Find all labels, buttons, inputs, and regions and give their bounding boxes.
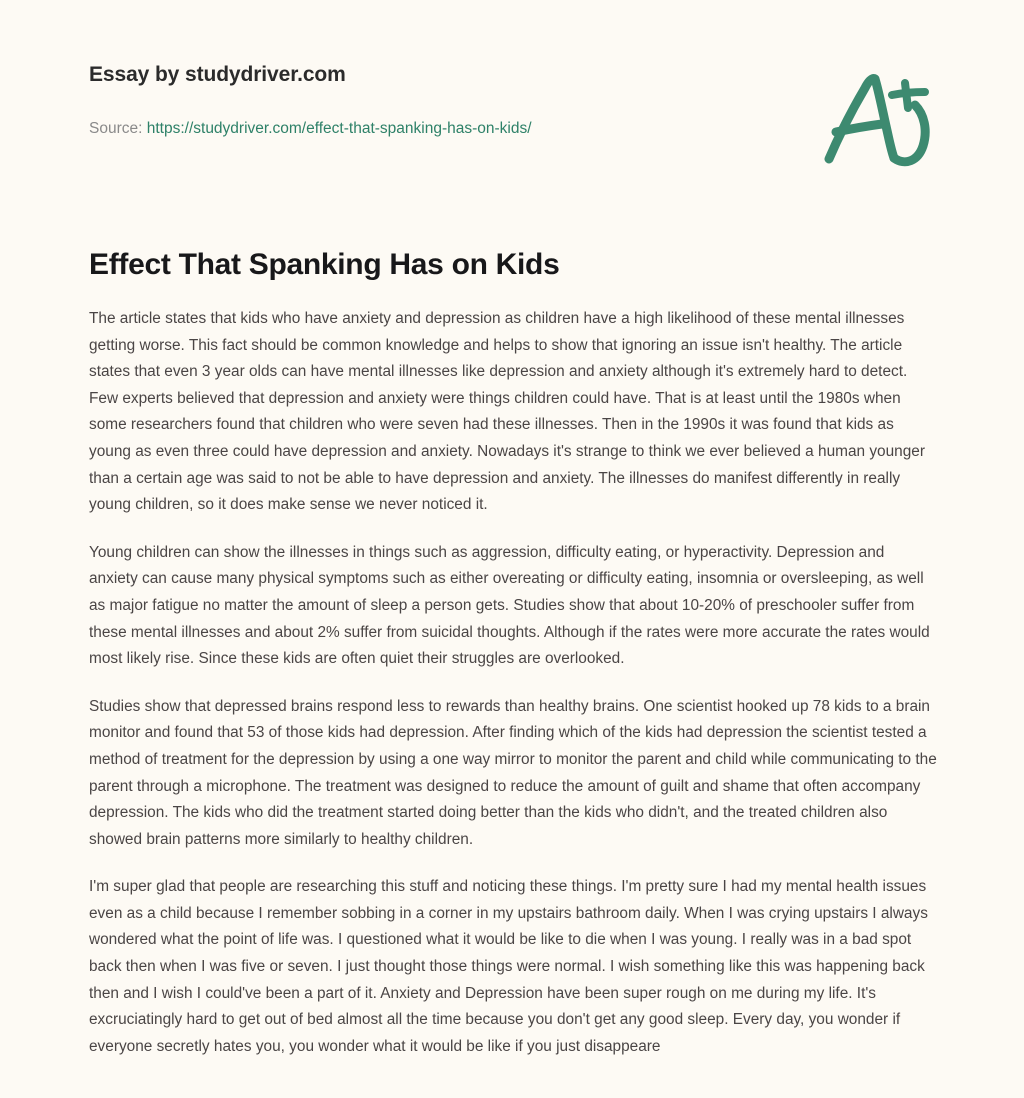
source-label: Source: — [89, 120, 143, 137]
page-title: Effect That Spanking Has on Kids — [89, 248, 560, 281]
article-container — [89, 246, 937, 1060]
studydriver-a-plus-logo — [812, 66, 942, 176]
article-paragraph: Studies show that depressed brains respond less to rewards than healthy brains. One scientist hooked up 78 kids to a brain monitor and found that 53 of those kids had depression. After finding which of the kids had depression the scientist tested a method of treatment for the depression by using a one way mirror to monitor the parent and child while communicating to the parent through a microphone. The treatment was designed to reduce the amount of guilt and shame that often accompany depression. The kids who did the treatment started doing better than the kids who didn't, and the treated children also showed brain patterns more similarly to healthy children. — [89, 697, 937, 848]
article-body — [89, 306, 937, 1060]
essay-byline: Essay by studydriver.com — [89, 63, 346, 86]
article-paragraph: The article states that kids who have anxiety and depression as children have a high likelihood of these mental illnesses getting worse. This fact should be common knowledge and helps to show that ignoring an issue isn't healthy. The article states that even 3 year olds can have mental illnesses like depression and anxiety although it's extremely hard to detect. Few experts believed that depression and anxiety were things children could have. That is at least until the 1980s when some researchers found that children who were seven had these illnesses. Then in the 1990s it was found that kids as young as even three could have depression and anxiety. Nowadays it's strange to think we ever believed a human younger than a certain age was said to not be able to have depression and anxiety. The illnesses do manifest differently in really young children, so it does make sense we never noticed it. — [89, 310, 925, 514]
article-paragraph: I'm super glad that people are researching this stuff and noticing these things. I'm pretty sure I had my mental health issues even as a child because I remember sobbing in a corner in my upstairs bathroom daily. When I was crying upstairs I always wondered what the point of life was. I questioned what it would be like to die when I was young. I really was in a bad spot back then when I was five or seven. I just thought those things were normal. I wish something like this was happening back then and I wish I could've been a part of it. Anxiety and Depression have been super rough on me during my life. It's excruciatingly hard to get out of bed almost all the time because you don't get any good sleep. Every day, you wonder if everyone secretly hates you, you wonder what it would be like if you just disappeare — [89, 878, 928, 1055]
source-url-link[interactable]: https://studydriver.com/effect-that-spanking-has-on-kids/ — [146, 120, 532, 137]
a-plus-logo-icon — [812, 66, 942, 176]
article-paragraph: Young children can show the illnesses in things such as aggression, difficulty eating, or hyperactivity. Depression and anxiety can cause many physical symptoms such as either overeating or difficulty eating, insomnia or oversleeping, as well as major fatigue no matter the amount of sleep a person gets. Studies show that about 10-20% of preschooler suffer from these mental illnesses and about 2% suffer from suicidal thoughts. Although if the rates were more accurate the rates would most likely rise. Since these kids are often quiet their struggles are overlooked. — [89, 543, 930, 668]
source-line — [89, 119, 532, 139]
page-header — [0, 0, 1024, 200]
